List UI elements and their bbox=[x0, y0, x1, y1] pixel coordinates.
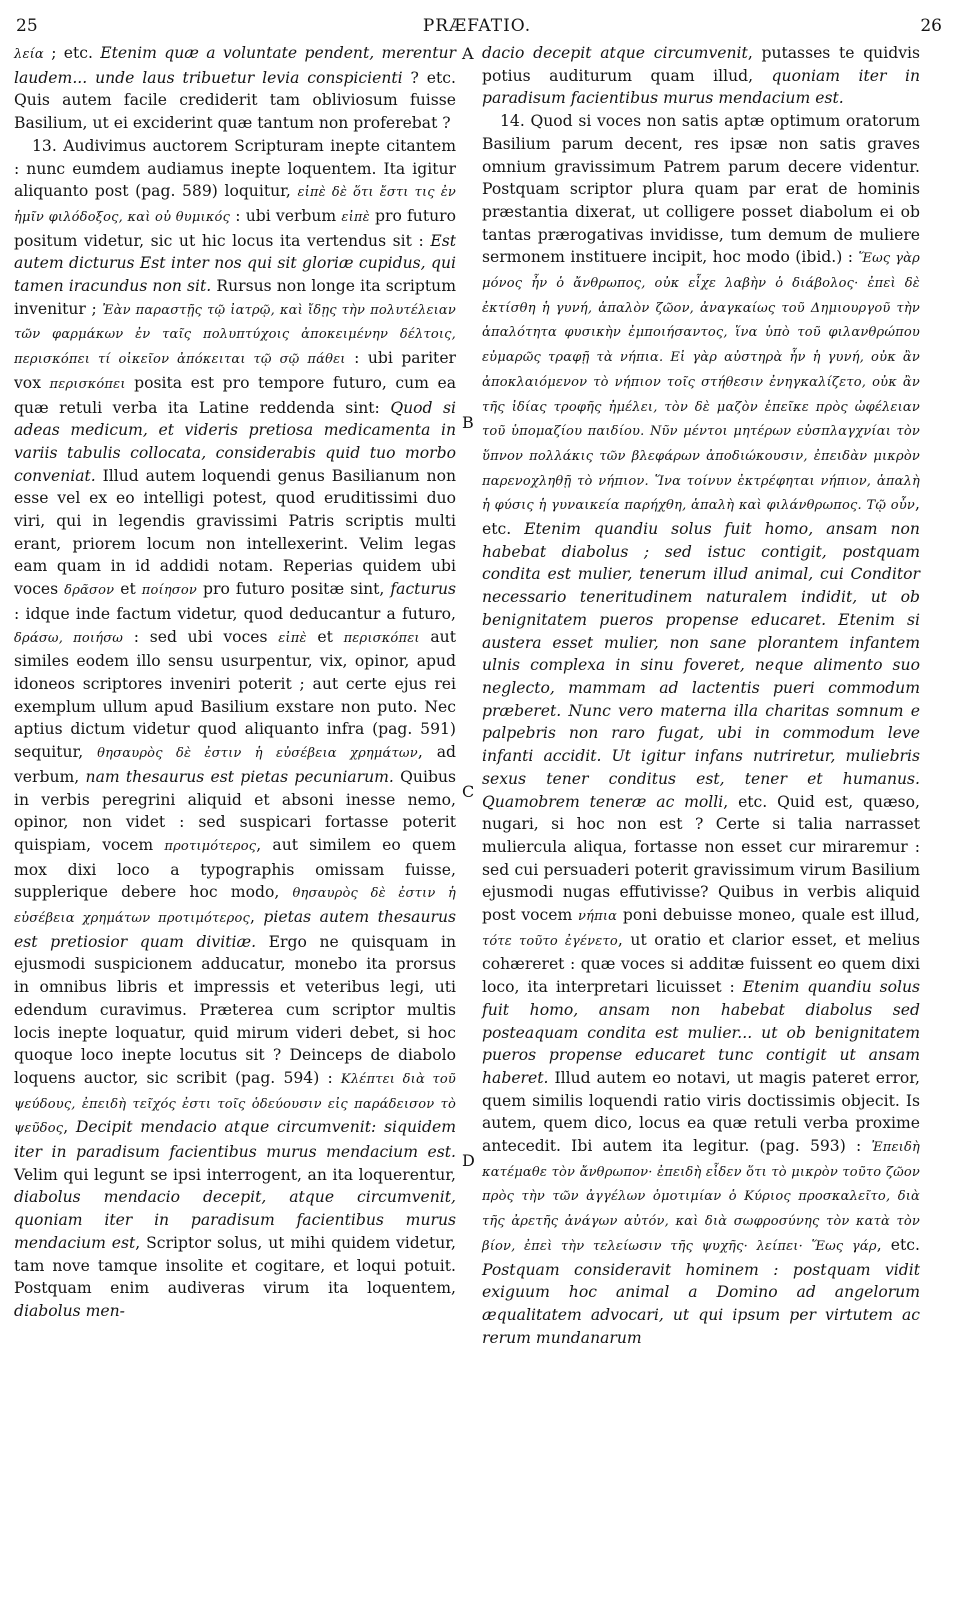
body-text: 13. Audivimus auctorem Scripturam inepte citantem : nunc eumdem audiamus inepte loquentem. Ita igitur aliquanto post (pag. 589) loquitur, bbox=[14, 136, 456, 201]
body-text: : sed ubi voces bbox=[123, 627, 279, 646]
greek-text: λεία bbox=[14, 47, 44, 62]
body-text: ? etc. Quis autem facile crediderit tam obliviosum fuisse Basilium, ut ei exciderint quæ tantum non proferebat ? bbox=[14, 68, 456, 133]
greek-text: Κλέπτει διὰ τοῦ ψεύδους, ἐπειδὴ τεῖχός ἐστι τοῖς ὁδεύουσιν εἰς παράδεισον τὸ ψεῦδος bbox=[14, 1071, 456, 1137]
margin-marker-c: C bbox=[462, 782, 475, 801]
greek-text: Ἐὰν παραστῇς τῷ ἰατρῷ, καὶ ἴδῃς τὴν πολυτέλειαν τῶν φαρμάκων ἐν ταῖς πολυπτύχοις ἀποκειμένην δέλτοις, περισκόπει τί οἰκεῖον ἀπόκειται τῷ σῷ πάθει bbox=[14, 302, 457, 368]
greek-text: θησαυρὸς δὲ ἐστιν ἡ εὐσέβεια χρημάτων bbox=[97, 746, 418, 762]
body-text: , ad verbum, bbox=[14, 743, 456, 786]
latin-italic-text: Postquam consideravit hominem : postquam vidit exiguum hoc animal a Domino ad angelorum æqualitatem advocari, ut qui ipsum per virtutem ac rerum mundanarum bbox=[482, 1260, 920, 1347]
latin-italic-text: dacio decepit atque circumvenit bbox=[482, 44, 748, 62]
body-text: , Scriptor solus, ut mihi quidem videtur, tam nove tamque insolite et cogitare, et loqui potuit. Postquam enim audiveras virum ita loquentem, bbox=[14, 1233, 457, 1298]
latin-italic-text: facturus bbox=[390, 580, 456, 599]
body-text: , bbox=[250, 908, 264, 927]
body-text: , ut oratio et clarior esset, et melius cohæreret : quæ voces si additæ fuissent eo quem dixi loco, ita interpretari licuisset : bbox=[482, 930, 920, 997]
body-text: pro futuro positum videtur, sic ut hic locus ita vertendus sit : bbox=[14, 206, 456, 250]
body-text: , putasses te quidvis potius auditurum quam illud, bbox=[482, 44, 920, 85]
left-page-number: 25 bbox=[16, 16, 38, 36]
body-text: : ubi pariter vox bbox=[14, 349, 456, 392]
paragraph bbox=[482, 110, 920, 1349]
greek-text: νήπια bbox=[578, 909, 618, 925]
right-page-number: 26 bbox=[920, 16, 942, 36]
body-text: 14. Quod si voces non satis aptæ optimum oratorum Basilium parum decent, res ipsæ non satis graves omnium gravissimum Patrem parum decere videntur. Postquam scriptor plura quam par erat de hominis præstantia dixerat, ut colligere posset diabolum ei ob tantas prærogativas invidisse, tum demum de muliere sermonem instituere incipit, hoc modo (ibid.) : bbox=[482, 112, 920, 267]
margin-marker-b: B bbox=[462, 413, 474, 432]
body-text: Velim qui legunt se ipsi interrogent, an ita loquerentur, bbox=[14, 1165, 456, 1184]
body-text: : idque inde factum videtur, quod deducantur a futuro, bbox=[14, 604, 456, 623]
greek-text: προτιμότερος bbox=[164, 838, 257, 854]
latin-italic-text: diabolus men- bbox=[14, 1301, 125, 1320]
body-text: ; etc. bbox=[43, 44, 101, 62]
body-text: , bbox=[63, 1118, 76, 1137]
body-text: , aut similem eo quem mox dixi loco a typographis omissam fuisse, supplerique debere hoc modo, bbox=[14, 835, 456, 902]
greek-text: Ἐπειδὴ κατέμαθε τὸν ἄνθρωπον· ἐπειδὴ εἶδεν ὅτι τὸ μικρὸν τοῦτο ζῶον πρὸς τὴν τῶν ἀγγέλων ὁμοτιμίαν ὁ Κύριος προσκαλεῖτο, διὰ τῆς ἀρετῆς ἀνάγων αὐτόν, καὶ διὰ σωφροσύνης τὸν κατὰ τὸν βίον, ἐπεὶ τὴν τελείωσιν τῆς ψυχῆς· λείπει· Ἕως γάρ bbox=[482, 1140, 920, 1254]
greek-text: τότε τοῦτο ἐγένετο bbox=[482, 933, 618, 949]
greek-text: ποίησον bbox=[141, 583, 198, 599]
body-text: posita est pro tempore futuro, cum ea quæ retuli verba ita Latine reddenda sint: bbox=[14, 373, 456, 417]
page-header bbox=[0, 8, 954, 44]
body-text: Quibus in verbis peregrini aliquid et absoni inesse nemo, opinor, non videt : sed suspicari fortasse poterit quispiam, vocem bbox=[14, 767, 456, 854]
paragraph bbox=[482, 42, 920, 110]
greek-text: Ἕως γὰρ μόνος ἦν ὁ ἄνθρωπος, οὐκ εἶχε λαβὴν ὁ διάβολος· ἐπεὶ δὲ ἐκτίσθη ἡ γυνή, ἁπαλὸν ζῶον, ἀναγκαίως τοῦ Δημιουργοῦ τὴν ἁπαλότητα φυσικὴν ἐμποιήσαντος, ἵνα ὑπὸ τοῦ φιλανθρώπου εὐμαρῶς τραφῇ τὰ νήπια. Εἰ γὰρ αὐστηρὰ ἦν ἡ γυνή, οὐκ ἂν ἀποκλαιόμενον τὸ νήπιον τοῖς στήθεσιν ἐνηγκαλίζετο, οὐκ ἂν τῆς ἰδίας τροφῆς ἠμέλει, τὸν δὲ μαζὸν ἐπεῖκε πρὸς ὠφέλειαν τοῦ ὑπομαζίου παιδίου. Νῦν μέντοι μητέρων εὐσπλαγχνίαι τὸν ὕπνον πολλάκις τῶν βλεφάρων ἀποδιώκουσιν, ἐπειδὰν μικρὸν παρενοχληθῇ τὸ νήπιον. Ἵνα τοίνυν ἐκτρέφηται νήπιον, ἁπαλὴ ἡ φύσις ἡ γυναικεία παρήχθη, ἁπαλὴ καὶ φιλάνθρωπος. Τῷ οὖν bbox=[482, 251, 921, 514]
latin-italic-text: Etenim quandiu solus fuit homo, ansam non habebat diabolus ; sed istuc contigit, postquam condita est mulier, tenerum illud animal, cui Conditor necessario teneritudinem naturalem indidit, ut ob benignitatem pueros propense educaret. Etenim si austera esset mulier, non sane plorantem infantem ulnis complexa in sinu foveret, neque alimento suo neglecto, mammam ad lactentis pueri commodum præberet. Nunc vero materna illa charitas somnum e palpebris non raro fugat, ubi in commodum leve infanti accidit. Ut igitur infans nutriretur, muliebris sexus tener conditus est, tener et humanus. Quamobrem teneræ ac molli bbox=[482, 520, 920, 811]
paragraph bbox=[14, 42, 456, 135]
greek-text: θησαυρὸς δὲ ἐστιν ἡ εὐσέβεια χρημάτων προτιμότερος bbox=[14, 886, 456, 927]
body-text: Rursus non longe ita scriptum invenitur ; bbox=[14, 277, 456, 318]
body-text: , etc. bbox=[876, 1235, 920, 1254]
body-text: , etc. bbox=[482, 495, 920, 539]
greek-text: εἰπὲ bbox=[278, 630, 307, 646]
running-title: PRÆFATIO. bbox=[422, 16, 532, 36]
latin-italic-text: pietas autem thesaurus est pretiosior quam divitiæ. bbox=[14, 908, 456, 951]
greek-text: εἰπὲ δὲ ὅτι ἔστι τις ἐν ἡμῖν φιλόδοξος, καὶ οὐ θυμικός bbox=[14, 185, 456, 225]
body-text: poni debuisse moneo, quale est illud, bbox=[617, 906, 920, 925]
latin-italic-text: Quod si adeas medicum, et videris pretiosa medicamenta in variis tabulis collocata, considerabis quid tuo morbo conveniat. bbox=[14, 398, 456, 485]
latin-italic-text: quoniam iter in paradisum facientibus murus mendacium est. bbox=[482, 66, 920, 108]
right-column bbox=[482, 42, 920, 1349]
body-text: et bbox=[114, 580, 142, 599]
greek-text: δράσω, ποιήσω bbox=[14, 630, 124, 646]
latin-italic-text: nam thesaurus est pietas pecuniarum. bbox=[85, 767, 394, 786]
body-text: Illud autem loquendi genus Basilianum non esse vel ex eo intelligi potest, quod eruditissimi duo viri, qui in legendis gravissimi Patris scriptis multi erant, priorem locum non intellexerint. Velim legas eam quam in id addidi notam. Reperias quidem ubi voces bbox=[14, 466, 456, 599]
greek-text: δρᾶσον bbox=[64, 583, 115, 599]
greek-text: περισκόπει bbox=[49, 376, 126, 392]
margin-marker-a: A bbox=[462, 44, 474, 63]
latin-italic-text: Est autem dicturus Est inter nos qui sit gloriæ cupidus, qui tamen iracundus non sit. bbox=[14, 231, 456, 296]
body-text: et bbox=[306, 627, 344, 646]
greek-text: περισκόπει bbox=[343, 630, 420, 646]
latin-italic-text: Decipit mendacio atque circumvenit: siquidem iter in paradisum facientibus murus mendacium est. bbox=[14, 1118, 456, 1162]
body-text: pro futuro positæ sint, bbox=[197, 580, 391, 599]
body-text: : ubi verbum bbox=[230, 206, 342, 225]
paragraph bbox=[14, 135, 456, 1323]
margin-marker-d: D bbox=[462, 1151, 475, 1170]
body-text: , etc. Quid est, quæso, nugari, si hoc non est ? Certe si talia narrasset muliercula aliqua, fortasse non esset cur miraremur : sed cui persuaderi poterit gravissimum virum Basilium ejusmodi nugas effutivisse? Quibus in verbis aliquid post vocem bbox=[482, 792, 921, 925]
body-text: Illud autem eo notavi, ut magis pateret error, quem similis loquendi ratio viris doctissimis objecit. Is autem, quem dico, locus ea quæ retuli verba proxime antecedit. Ibi autem ita legitur. (pag. 593) : bbox=[482, 1068, 920, 1156]
body-text: aut similes eodem illo sensu usurpentur, vix, opinor, apud idoneos scriptores inveniri poterit ; aut certe ejus rei exemplum ullum apud Basilium exstare non puto. Nec aptius dictum videtur quod aliquanto infra (pag. 591) sequitur, bbox=[14, 627, 456, 762]
greek-text: εἰπὲ bbox=[341, 209, 370, 225]
latin-italic-text: Etenim quæ a voluntate pendent, merentur laudem... unde laus tribuetur levia conspicienti bbox=[14, 44, 456, 87]
latin-italic-text: diabolus mendacio decepit, atque circumvenit, quoniam iter in paradisum facientibus murus mendacium est bbox=[14, 1188, 456, 1252]
body-text: Ergo ne quisquam in ejusmodi suspicionem adducatur, monebo ita prorsus in omnibus libris et impressis et veteribus legi, uti edendum curavimus. Præterea cum scriptor multis locis inepte loquatur, quid mirum videri debet, si hoc quoque loco inepte locutus sit ? Deinceps de diabolo loquens auctor, sic scribit (pag. 594) : bbox=[14, 932, 457, 1087]
left-column bbox=[14, 42, 456, 1323]
latin-italic-text: Etenim quandiu solus fuit homo, ansam non habebat diabolus sed posteaquam condita est mulier... ut ob benignitatem pueros propense educaret tunc contigit ut ansam haberet. bbox=[482, 978, 920, 1087]
